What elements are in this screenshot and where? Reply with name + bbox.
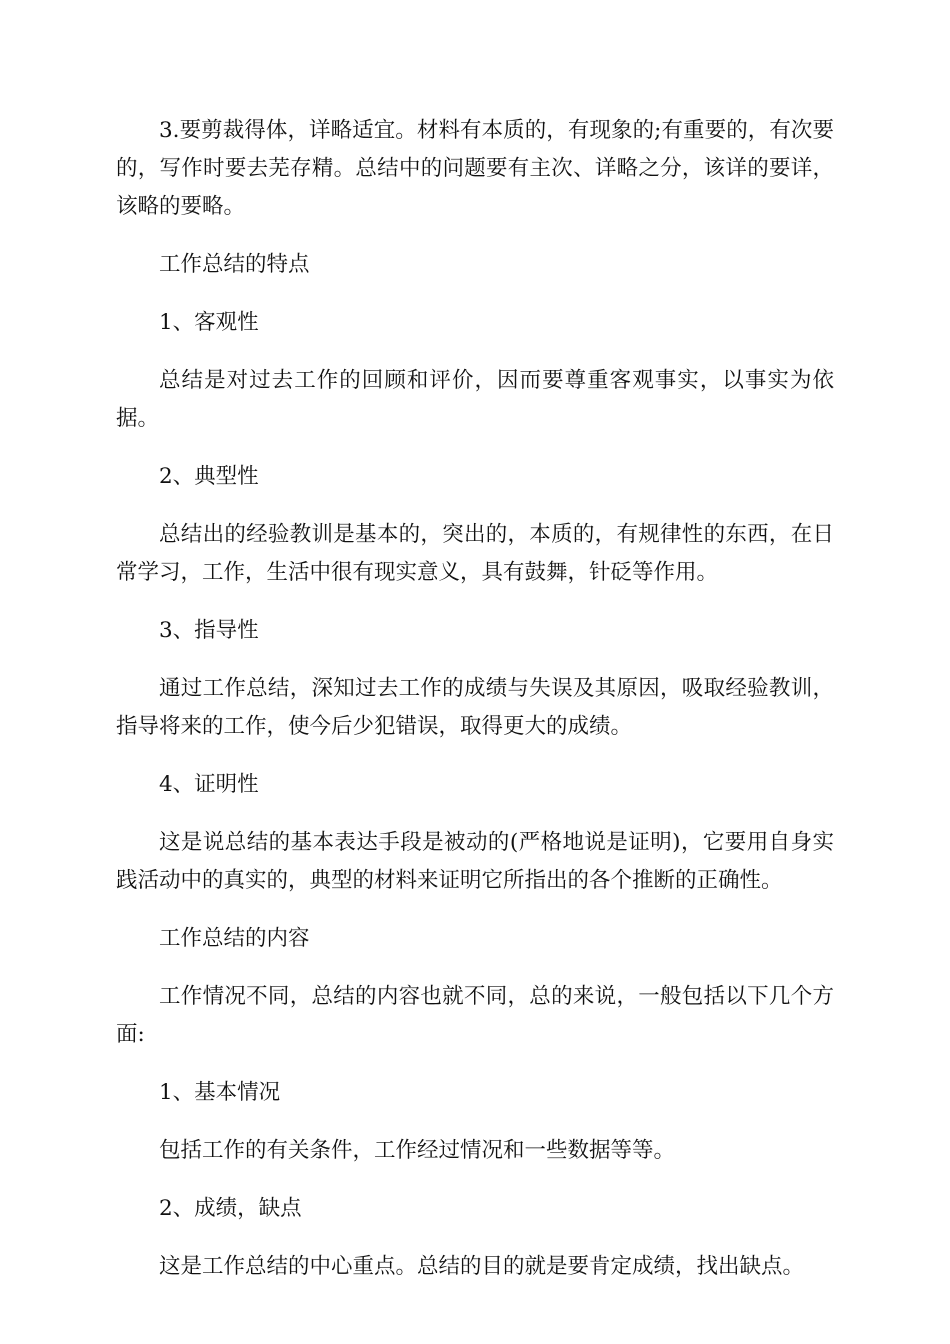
subheading-guidance: 3、指导性 (159, 618, 259, 643)
paragraph-contents-intro: 工作情况不同，总结的内容也就不同，总的来说，一般包括以下几个方面: (116, 984, 834, 1047)
paragraph-proof: 这是说总结的基本表达手段是被动的(严格地说是证明)，它要用自身实践活动中的真实的，典型的材料来证明它所指出的各个推断的正确性。 (116, 830, 834, 893)
heading-contents: 工作总结的内容 (159, 926, 310, 951)
heading-features: 工作总结的特点 (159, 252, 310, 277)
subheading-objectivity: 1、客观性 (159, 310, 259, 335)
document-page (116, 112, 834, 1306)
subheading-achievements-shortcomings: 2、成绩，缺点 (159, 1196, 302, 1221)
paragraph-achievements-shortcomings: 这是工作总结的中心重点。总结的目的就是要肯定成绩，找出缺点。 (159, 1254, 805, 1279)
paragraph-guidance: 通过工作总结，深知过去工作的成绩与失误及其原因，吸取经验教训，指导将来的工作，使今后少犯错误，取得更大的成绩。 (116, 676, 834, 739)
subheading-proof: 4、证明性 (159, 772, 259, 797)
paragraph-typicality: 总结出的经验教训是基本的，突出的，本质的，有规律性的东西，在日常学习，工作，生活中很有现实意义，具有鼓舞，针砭等作用。 (116, 522, 834, 585)
paragraph-basic-situation: 包括工作的有关条件，工作经过情况和一些数据等等。 (159, 1138, 676, 1163)
subheading-basic-situation: 1、基本情况 (159, 1080, 281, 1105)
paragraph-objectivity: 总结是对过去工作的回顾和评价，因而要尊重客观事实，以事实为依据。 (116, 368, 834, 431)
subheading-typicality: 2、典型性 (159, 464, 259, 489)
paragraph-trim-appropriately: 3.要剪裁得体，详略适宜。材料有本质的，有现象的;有重要的，有次要的，写作时要去芜存精。总结中的问题要有主次、详略之分，该详的要详，该略的要略。 (116, 118, 834, 219)
